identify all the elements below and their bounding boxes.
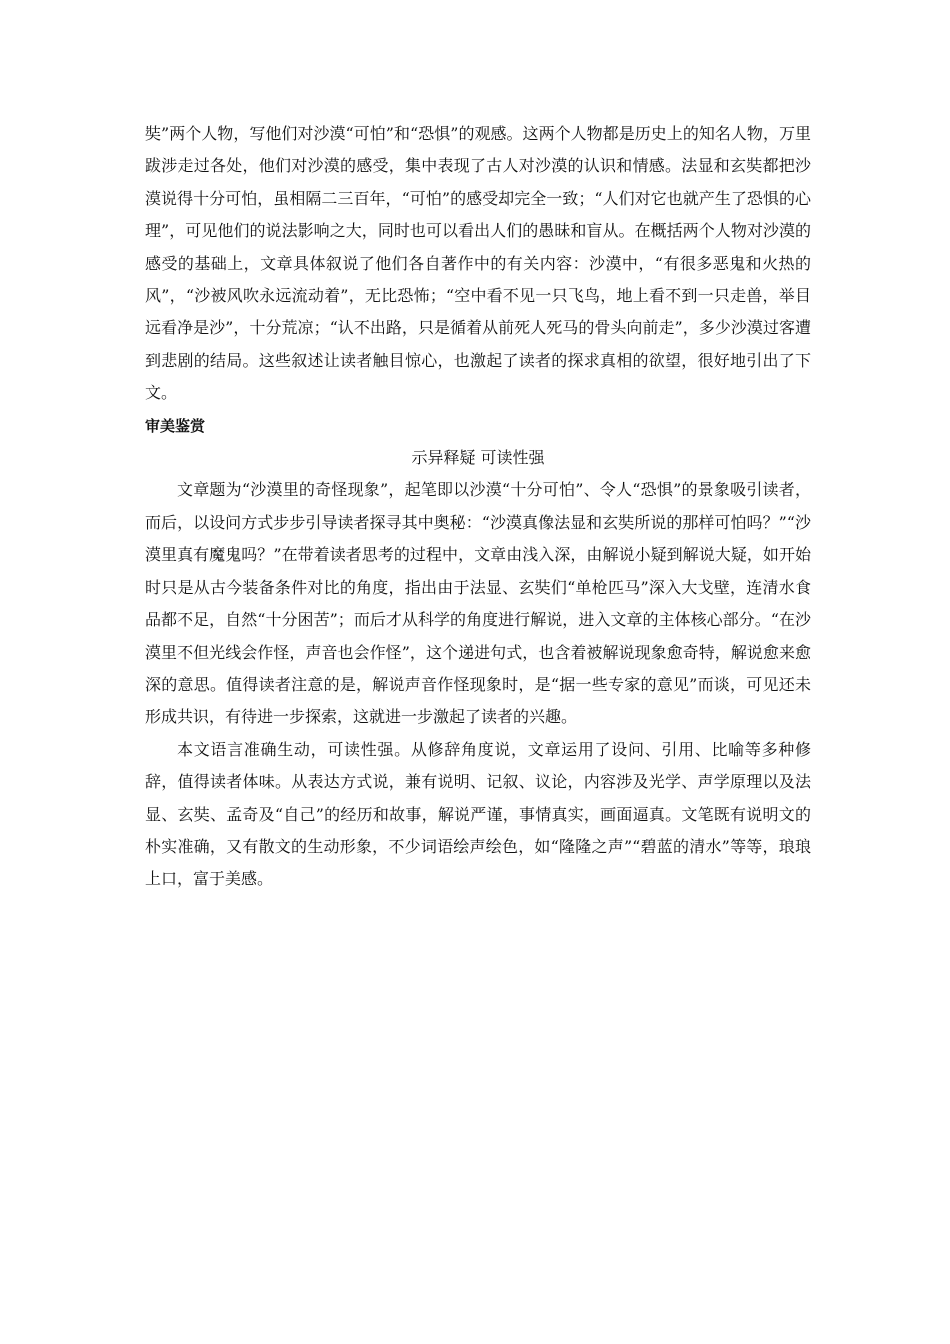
- body-paragraph-2: 本文语言准确生动，可读性强。从修辞角度说，文章运用了设问、引用、比喻等多种修辞，值得读者体味。从表达方式说，兼有说明、记叙、议论，内容涉及光学、声学原理以及法显、玄奘、孟奇及“自己”的经历和故事，解说严谨，事情真实，画面逼真。文笔既有说明文的朴实准确，又有散文的生动形象，不少词语绘声绘色，如“隆隆之声”“碧蓝的清水”等等，琅琅上口，富于美感。: [145, 739, 811, 889]
- section-subtitle: 示异释疑 可读性强: [411, 448, 545, 468]
- continued-paragraph: 奘”两个人物，写他们对沙漠“可怕”和“恐惧”的观感。这两个人物都是历史上的知名人物，万里跋涉走过各处，他们对沙漠的感受，集中表现了古人对沙漠的认识和情感。法显和玄奘都把沙漠说得十分可怕，虽相隔二三百年，“可怕”的感受却完全一致；“人们对它也就产生了恐惧的心理”，可见他们的说法影响之大，同时也可以看出人们的愚昧和盲从。在概括两个人物对沙漠的感受的基础上，文章具体叙说了他们各自著作中的有关内容：沙漠中，“有很多恶鬼和火热的风”，“沙被风吹永远流动着”，无比恐怖；“空中看不见一只飞鸟，地上看不到一只走兽，举目远看净是沙”，十分荒凉；“认不出路，只是循着从前死人死马的骨头向前走”，多少沙漠过客遭到悲剧的结局。这些叙述让读者触目惊心，也激起了读者的探求真相的欲望，很好地引出了下文。: [145, 124, 811, 403]
- body-paragraph-1: 文章题为“沙漠里的奇怪现象”，起笔即以沙漠“十分可怕”、令人“恐惧”的景象吸引读者，而后，以设问方式步步引导读者探寻其中奥秘：“沙漠真像法显和玄奘所说的那样可怕吗？”“沙漠里真有魔鬼吗？”在带着读者思考的过程中，文章由浅入深，由解说小疑到解说大疑，如开始时只是从古今装备条件对比的角度，指出由于法显、玄奘们“单枪匹马”深入大戈壁，连清水食品都不足，自然“十分困苦”；而后才从科学的角度进行解说，进入文章的主体核心部分。“在沙漠里不但光线会作怪，声音也会作怪”，这个递进句式，也含着被解说现象愈奇特，解说愈来愈深的意思。值得读者注意的是，解说声音作怪现象时，是“据一些专家的意见”而谈，可见还未形成共识，有待进一步探索，这就进一步激起了读者的兴趣。: [145, 480, 811, 727]
- document-page: [145, 118, 811, 896]
- section-heading: 审美鉴赏: [145, 416, 206, 435]
